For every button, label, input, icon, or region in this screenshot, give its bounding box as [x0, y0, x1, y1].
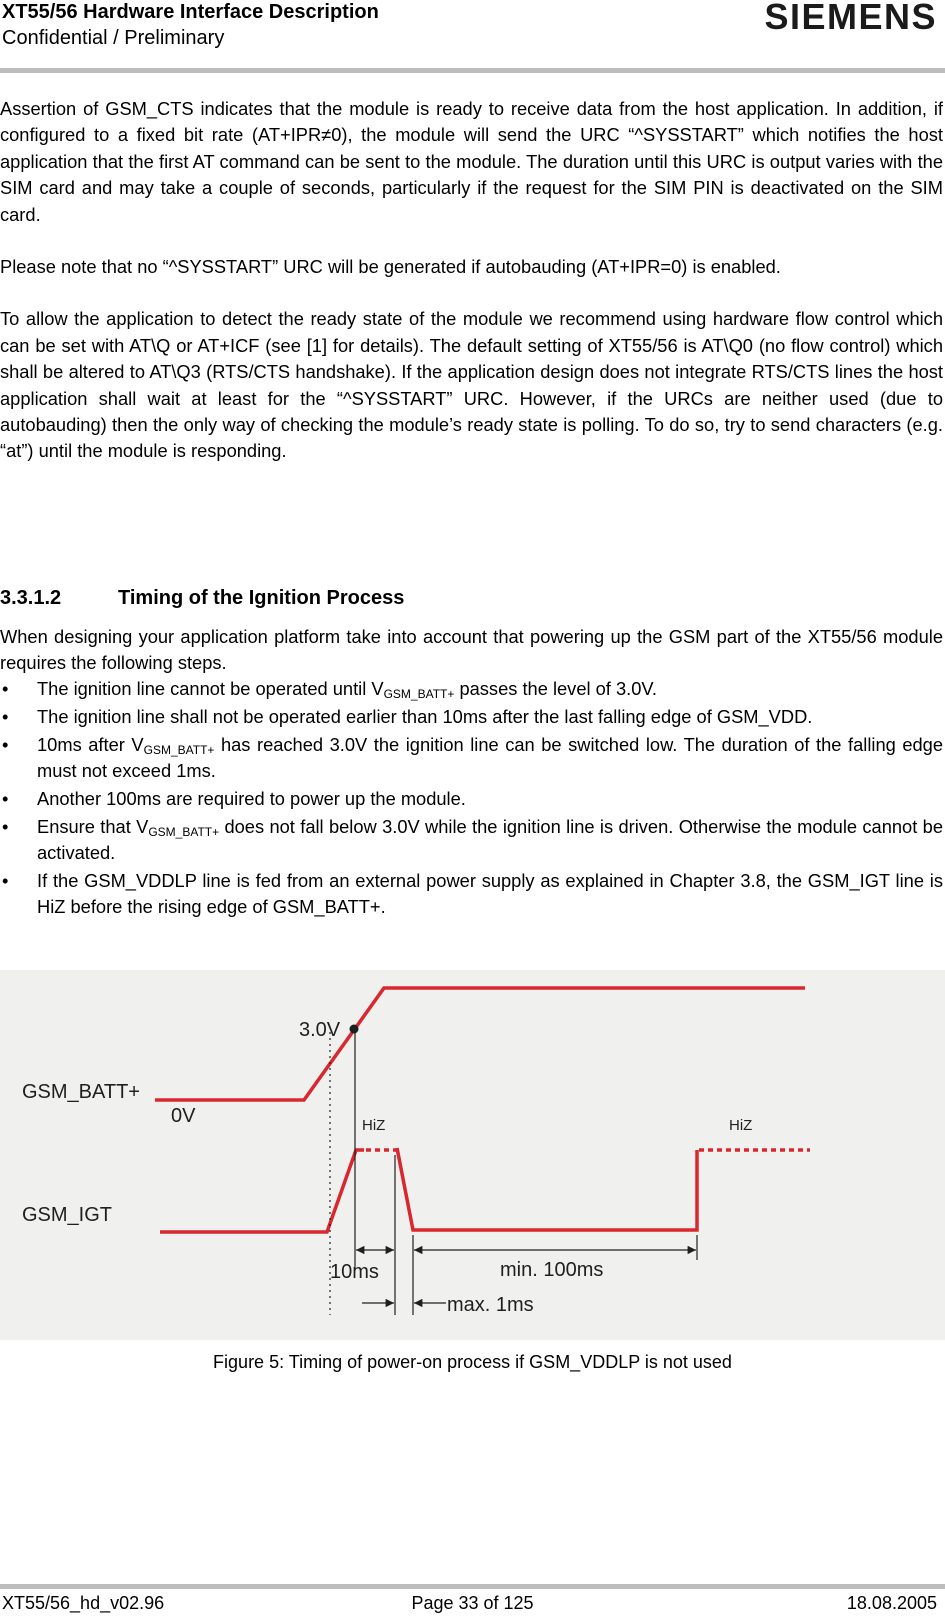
footer-doc-id: XT55/56_hd_v02.96: [2, 1593, 165, 1613]
paragraph-flow-control: To allow the application to detect the ready state of the module we recommend using hardware flow control which can be set with AT\Q or AT+ICF (see [1] for details). The default setting of XT55/56 is AT\Q0 (no flow control) which shall be altered to AT\Q3 (RTS/CTS handshake). If the application design does not integrate RTS/CTS lines the host application shall wait at least for the “^SYSSTART” URC. However, if the URCs are neither used (due to autobauding) then the only way of checking the module’s ready state is polling. To do so, try to send characters (e.g. “at”) until the module is responding.: [0, 308, 943, 462]
label-10ms: 10ms: [330, 1261, 379, 1283]
section-heading: [0, 587, 404, 610]
footer-divider: [0, 1584, 945, 1589]
timing-diagram: [0, 970, 945, 1340]
label-gsm-batt: GSM_BATT+: [22, 1081, 140, 1103]
list-item: • 10ms after $V_{GSM\_BATT+}$ has reached 3.0V the ignition line can be switched low. The duration of the falling edge must not exceed 1ms.: [2, 734, 943, 781]
bullet-icon: •: [2, 870, 9, 891]
bullet-icon: •: [2, 788, 9, 809]
label-hiz-1: HiZ: [362, 1117, 386, 1134]
footer-page-number: Page 33 of 125: [411, 1593, 534, 1613]
section-title: Timing of the Ignition Process: [118, 587, 405, 609]
ignition-steps-list: [0, 676, 943, 922]
label-min-100ms: min. 100ms: [500, 1259, 604, 1281]
label-hiz-2: HiZ: [729, 1117, 753, 1134]
document-title: XT55/56 Hardware Interface Description: [2, 1, 379, 23]
list-item: • The ignition line cannot be operated until $V_{GSM\_BATT+}$ passes the level of 3.0V.: [2, 678, 657, 701]
list-item: • Ensure that $V_{GSM\_BATT+}$ does not fall below 3.0V while the ignition line is driven. Otherwise the module cannot be activated.: [2, 816, 943, 863]
bullet-icon: •: [2, 734, 9, 755]
figure-caption: Figure 5: Timing of power-on process if GSM_VDDLP is not used: [213, 1352, 732, 1372]
label-3v: 3.0V: [299, 1019, 341, 1041]
list-item: • Another 100ms are required to power up the module.: [0, 786, 943, 812]
paragraph-autobauding: Please note that no “^SYSSTART” URC will be generated if autobauding (AT+IPR=0) is enabled.: [0, 256, 781, 278]
threshold-marker: [350, 1025, 359, 1034]
section-intro: When designing your application platform take into account that powering up the GSM part of the XT55/56 module requires the following steps.: [0, 626, 943, 673]
siemens-logo: SIEMENS: [764, 0, 937, 37]
label-max-1ms: max. 1ms: [447, 1294, 534, 1316]
paragraph-sysstart: Assertion of GSM_CTS indicates that the module is ready to receive data from the host application. In addition, if configured to a fixed bit rate (AT+IPR≠0), the module will send the URC “^SYSSTART” which notifies the host application that the first AT command can be sent to the module. The duration until this URC is output varies with the SIM card and may take a couple of seconds, particularly if the request for the SIM PIN is deactivated on the SIM card.: [0, 98, 943, 225]
body-text: [0, 96, 943, 465]
section-number: 3.3.1.2: [0, 587, 62, 609]
label-0v: 0V: [171, 1105, 196, 1127]
footer-date: 18.08.2005: [846, 1593, 937, 1613]
list-item: • If the GSM_VDDLP line is fed from an external power supply as explained in Chapter 3.8, the GSM_IGT line is HiZ before the rising edge of GSM_BATT+.: [2, 870, 943, 917]
bullet-icon: •: [2, 678, 9, 699]
document-subtitle: Confidential / Preliminary: [2, 27, 225, 49]
bullet-icon: •: [2, 816, 9, 837]
bullet-icon: •: [2, 706, 9, 727]
diagram-background: [0, 970, 945, 1340]
list-item: • The ignition line shall not be operated earlier than 10ms after the last falling edge of GSM_VDD.: [0, 704, 943, 730]
label-gsm-igt: GSM_IGT: [22, 1204, 113, 1226]
header-divider: [0, 68, 945, 73]
